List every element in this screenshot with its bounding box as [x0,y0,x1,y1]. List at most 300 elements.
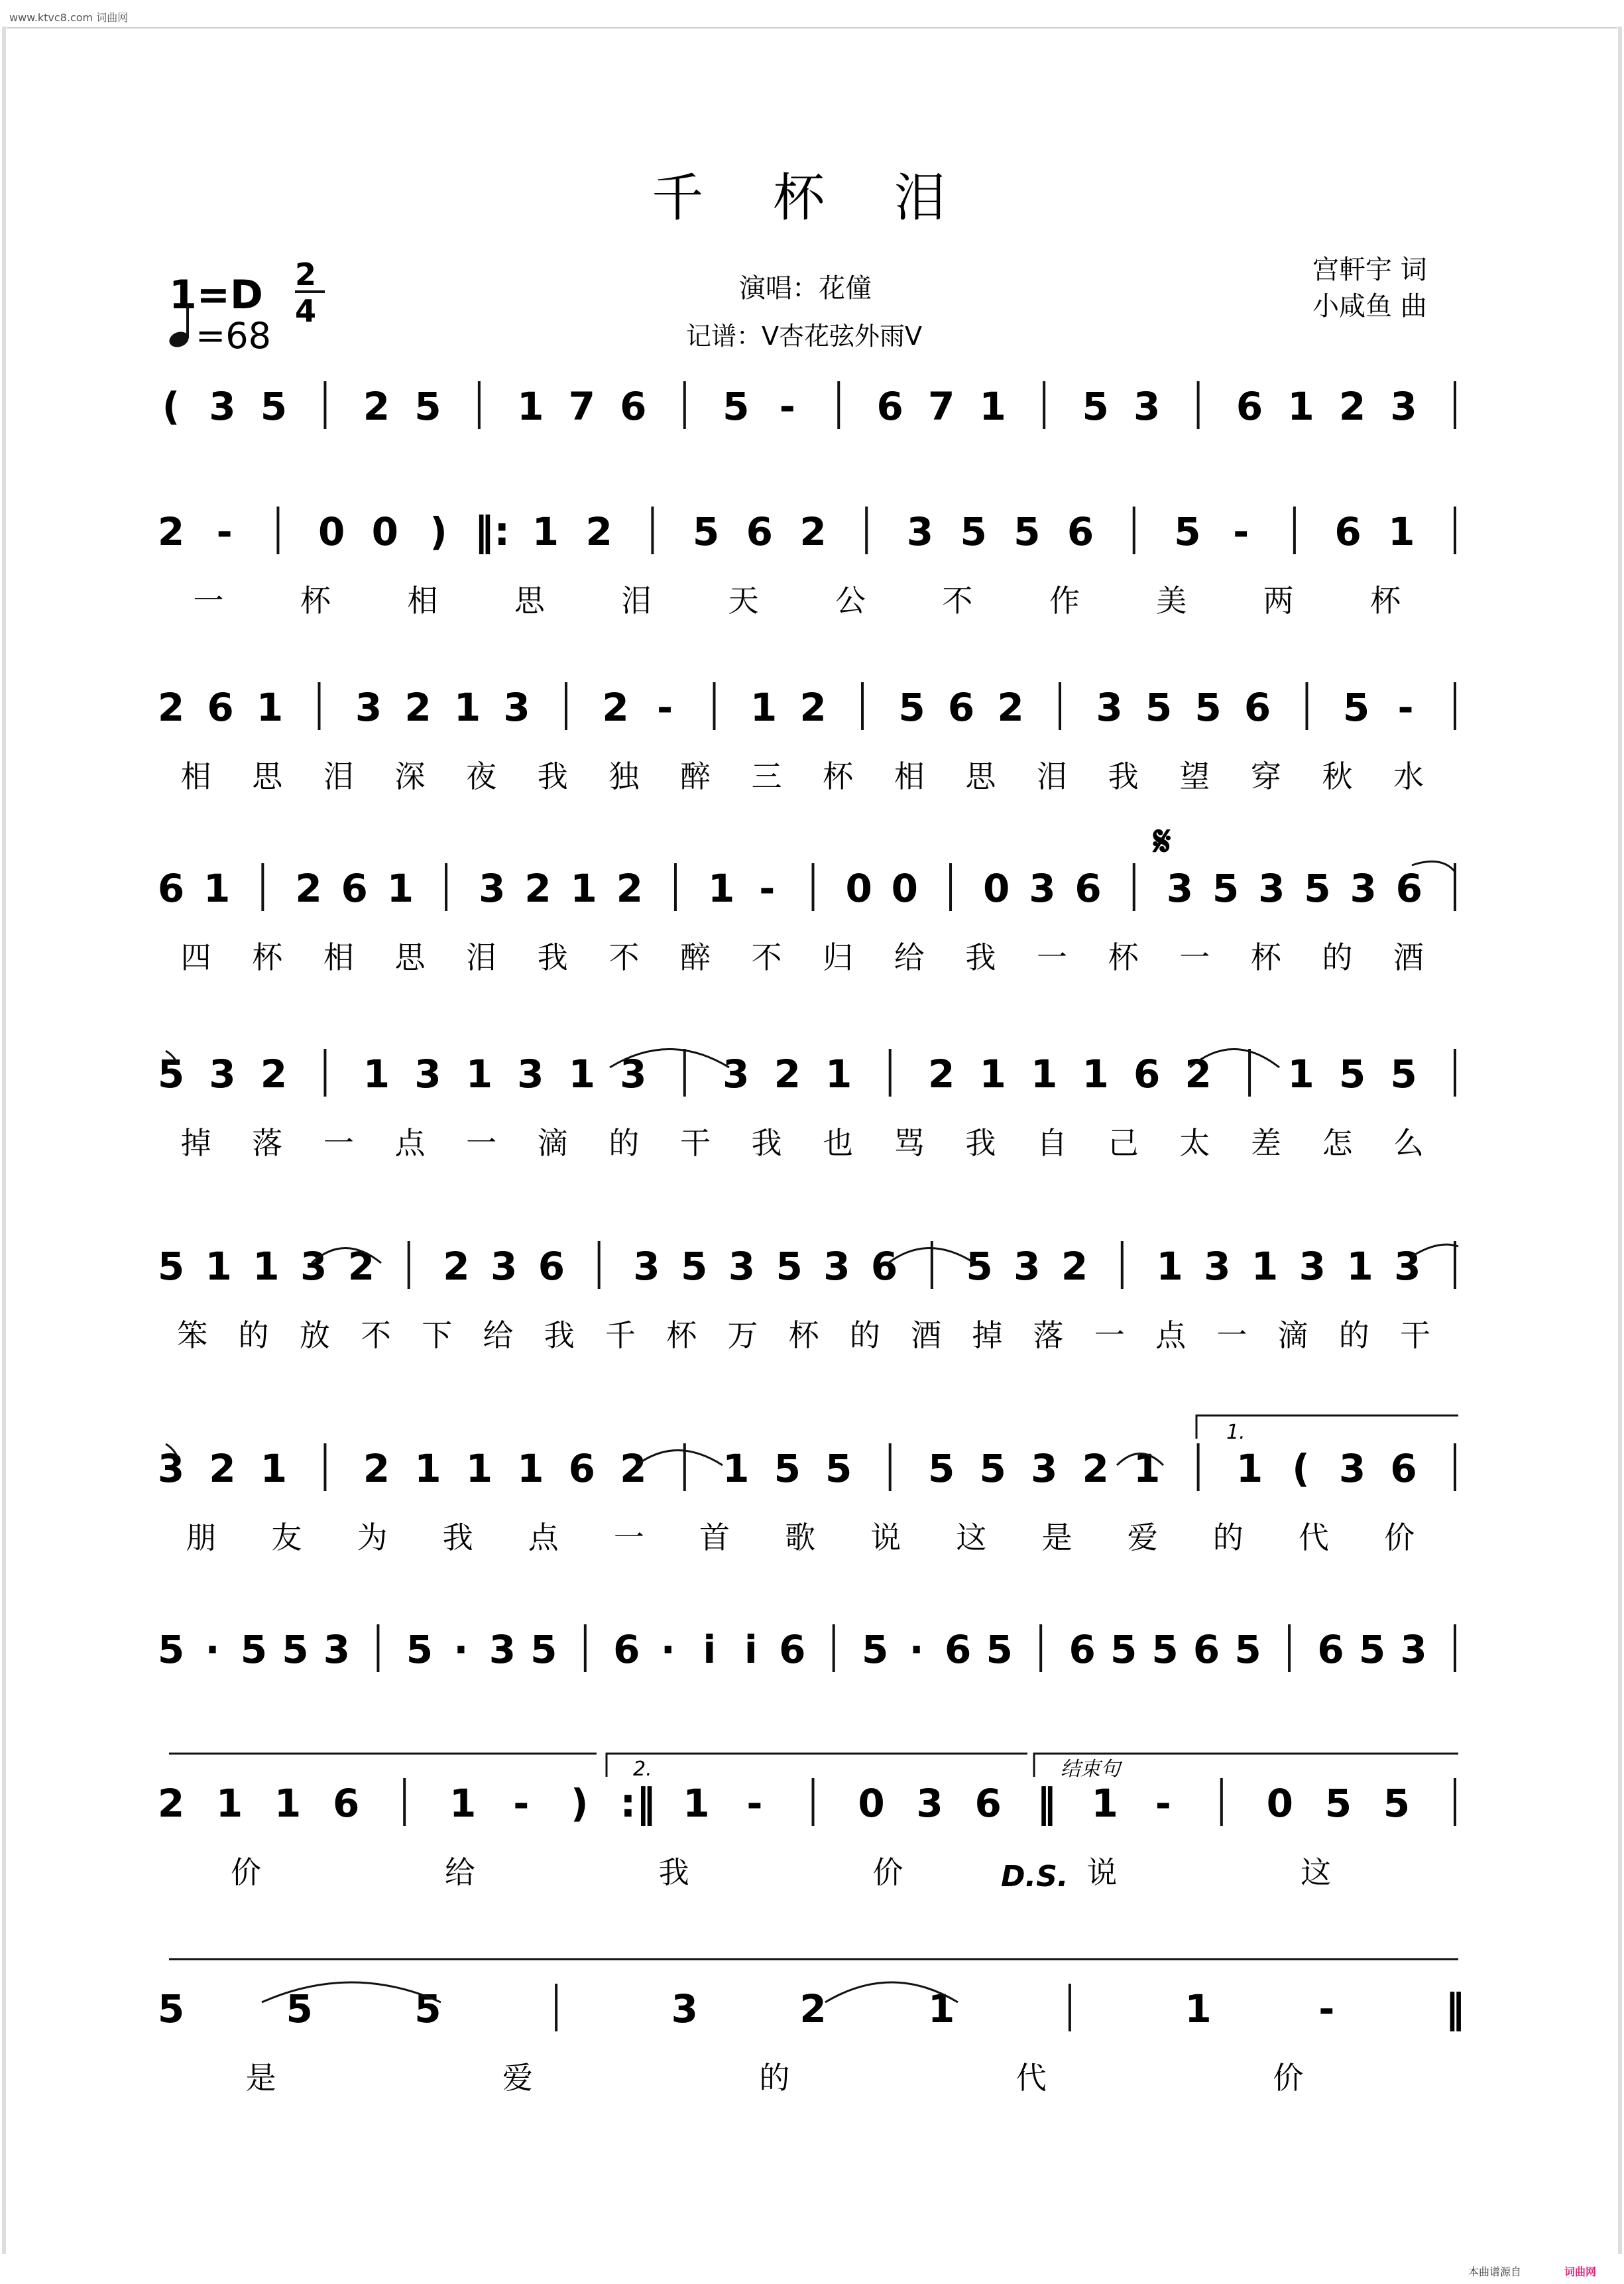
note: 3 [1166,866,1194,911]
note: 3 [728,1244,756,1289]
slur [636,1451,723,1466]
lyric-char: 放 [299,1317,330,1353]
lyric-char: 泪 [466,939,497,975]
note: 6 [945,1627,972,1672]
note: 5 [1342,685,1370,730]
volta-1-label: 1. [1226,1421,1246,1444]
lyric-char: 杯 [300,583,331,619]
lyric-char: 醉 [679,939,711,975]
lyric-char: 一 [193,583,224,619]
note: - [1397,685,1414,730]
note: 5 [260,384,288,429]
lyric-char: 首 [699,1520,730,1555]
note: 5 [1358,1627,1386,1672]
note: 2 [774,1052,801,1097]
note: 1 [386,866,414,911]
note: 6 [947,685,975,730]
lyric-char: 秋 [1322,758,1353,794]
lyric-char: 相 [894,758,925,794]
note: 1 [453,685,481,730]
lyric-char: 酒 [1393,939,1424,975]
note: 3 [1029,866,1056,911]
lyric-char: 一 [323,1125,354,1161]
lyric-char: 穿 [1250,758,1281,794]
note: 5 [1151,1627,1179,1672]
note: 2 [524,866,551,911]
lyric-char: 这 [956,1520,987,1555]
note: 2 [157,1781,185,1826]
note: 5 [157,1986,185,2031]
lyric-char: 给 [483,1317,514,1353]
note: 7 [928,384,955,429]
lyricist: 宫軒宇 词 [1312,255,1427,285]
note: 6 [207,685,234,730]
note: 2 [363,384,390,429]
note: 5 [530,1627,557,1672]
note: 1 [1133,1446,1161,1491]
lyric-char: 也 [823,1125,854,1161]
note: 5 [723,384,750,429]
lyric-char: 说 [870,1520,901,1555]
lyric-char: 杯 [252,939,283,975]
lyric-char: 千 [605,1317,636,1353]
note: 5 [1110,1627,1137,1672]
lyric-char: 掉 [972,1317,1003,1353]
lyric-char: 杯 [666,1317,697,1353]
note: 6 [1069,1627,1096,1672]
note: 3 [1400,1627,1427,1672]
note: 1 [1346,1244,1373,1289]
note: 1 [568,1052,596,1097]
note: 2 [260,1052,288,1097]
lyric-char: 我 [442,1520,473,1555]
note: 5 [414,384,441,429]
score-body [158,381,1465,2096]
lyric-char: 代 [1298,1520,1329,1555]
note: · [205,1627,220,1672]
note: i [703,1627,717,1672]
note: 3 [671,1986,698,2031]
note: 5 [898,685,925,730]
lyric-char: 的 [849,1317,880,1353]
lyric-char: 四 [180,939,211,975]
note: 5 [966,1244,993,1289]
note: 6 [332,1781,360,1826]
note: 2 [1061,1244,1088,1289]
note: 3 [916,1781,943,1826]
lyric-char: 的 [759,2060,790,2096]
note: - [1155,1781,1171,1826]
note: 3 [823,1244,850,1289]
lyric-char: 为 [357,1520,388,1555]
lyric-char: 价 [872,1854,903,1890]
lyric-char: 杯 [788,1317,819,1353]
lyric-char: 落 [252,1125,283,1161]
note: 3 [157,1446,185,1491]
note: 6 [1395,866,1423,911]
site-header: www.ktvc8.com 词曲网 [9,11,129,24]
note: 6 [538,1244,565,1289]
note: 6 [746,509,773,554]
note: 6 [620,384,647,429]
note: 6 [974,1781,1002,1826]
lyric-char: 给 [444,1854,475,1890]
lyric-char: 杯 [1370,583,1401,619]
note: 0 [845,866,872,911]
lyric-char: 的 [1212,1520,1244,1555]
lyric-char: 我 [537,939,568,975]
volta-2-bracket [607,1754,1027,1777]
lyric-char: 一 [1094,1317,1125,1353]
note: 5 [1338,1052,1366,1097]
lyric-char: 歌 [785,1520,816,1555]
lyric-char: 太 [1179,1125,1210,1161]
lyric-char: 骂 [894,1125,925,1161]
note: 5 [157,1244,185,1289]
lyric-char: 价 [1273,2060,1304,2096]
lyric-char: 怎 [1322,1125,1353,1161]
lyric-char: 醉 [679,758,711,794]
lyric-char: 我 [537,758,568,794]
lyric-char: 干 [679,1125,711,1161]
lyric-char: 思 [514,583,545,619]
note: 3 [1204,1244,1231,1289]
note: 5 [680,1244,708,1289]
note: i [744,1627,758,1672]
lyric-char: 望 [1179,758,1210,794]
note: 5 [1304,866,1331,911]
note: 5 [406,1627,434,1672]
note: 1 [253,1244,280,1289]
lyric-char: 一 [613,1520,644,1555]
lyric-char: 杯 [823,758,854,794]
lyric-char: 价 [1384,1520,1415,1555]
note: 5 [1145,685,1173,730]
note: 3 [414,1052,441,1097]
lyric-char: 万 [727,1317,758,1353]
note: 1 [750,685,778,730]
lyric-char: 一 [1179,939,1210,975]
lyric-char: 自 [1036,1125,1067,1161]
lyric-char: 的 [609,1125,640,1161]
note: 1 [532,509,559,554]
note: 3 [906,509,934,554]
lyric-char: 价 [230,1854,261,1890]
lyric-char: 我 [965,939,996,975]
note: 5 [286,1986,313,2031]
note: 1 [1030,1052,1058,1097]
note: ) [571,1781,589,1826]
note: 2 [602,685,629,730]
note: 3 [300,1244,327,1289]
lyric-char: 落 [1033,1317,1064,1353]
ending-label: 结束句 [1061,1758,1120,1781]
note: 2 [585,509,612,554]
note: 1 [260,1446,288,1491]
note: 1 [215,1781,243,1826]
note: 1 [517,1446,544,1491]
composer: 小咸鱼 曲 [1312,291,1427,322]
lyric-char: 思 [394,939,426,975]
note: 1 [1287,384,1314,429]
note: 2 [157,685,185,730]
note: 0 [858,1781,885,1826]
lyric-char: 一 [466,1125,497,1161]
note: 0 [1266,1781,1294,1826]
lyric-char: 深 [394,758,426,794]
lyric-char: 爱 [1127,1520,1158,1555]
lyric-char: 水 [1393,758,1424,794]
lyric-char: 的 [1322,939,1353,975]
note: 0 [371,509,399,554]
lyric-char: 不 [751,939,782,975]
note: 5 [1212,866,1240,911]
note: 3 [1390,384,1417,429]
repeat-barline: ‖ [1036,1780,1057,1827]
note: 3 [491,1244,518,1289]
note: 6 [1067,509,1094,554]
lyric-char: 我 [658,1854,689,1890]
footer-source: 本曲谱源自 [1468,2265,1522,2278]
note: 1 [256,685,284,730]
note: 6 [870,1244,898,1289]
note: 6 [876,384,903,429]
slurs [166,861,1458,2002]
lyric-char: 泪 [1036,758,1067,794]
lyric-char: 么 [1393,1125,1424,1161]
note: 5 [825,1446,852,1491]
note: ) [430,509,447,554]
note: 5 [1082,384,1109,429]
lyric-char: 天 [728,583,759,619]
note: 3 [1030,1446,1058,1491]
note: ( [162,384,180,429]
note: 5 [1014,509,1041,554]
lyric-char: 爱 [502,2060,533,2096]
lyric-char: 是 [1041,1520,1073,1555]
note: 3 [633,1244,660,1289]
lyric-char: 点 [528,1520,559,1555]
lyric-char: 这 [1301,1854,1332,1890]
time-signature-bottom: 4 [295,293,317,329]
note: - [656,685,673,730]
note: 5 [960,509,987,554]
note: 6 [779,1627,806,1672]
note: 1 [1287,1052,1314,1097]
lyric-char: 泪 [621,583,652,619]
note: 1 [465,1446,493,1491]
lyric-char: 两 [1263,583,1294,619]
lyric-char: 滴 [537,1125,568,1161]
footer-logo: 词曲网 [1564,2265,1597,2278]
note: 6 [1192,1627,1220,1672]
note: 1 [979,384,1006,429]
note: 2 [620,1446,647,1491]
note: 1 [723,1446,750,1491]
lyric-char: 杯 [1250,939,1281,975]
note: · [660,1627,675,1672]
note: 5 [774,1446,801,1491]
note: 1 [683,1781,710,1826]
lyric-char: 酒 [911,1317,942,1353]
lyric-char: 杯 [1108,939,1139,975]
note: 5 [986,1627,1013,1672]
note: 2 [363,1446,390,1491]
note: 3 [323,1627,351,1672]
repeat-barline: ‖: [474,509,510,555]
volta-2-label: 2. [633,1758,652,1781]
lyric-char: 我 [1108,758,1139,794]
note: 0 [318,509,345,554]
note: 3 [1299,1244,1326,1289]
lyric-char: 笨 [177,1317,208,1353]
note: 1 [517,384,544,429]
note: · [909,1627,924,1672]
note: 2 [1082,1446,1109,1491]
lyric-char: 滴 [1277,1317,1308,1353]
note: 5 [157,1052,185,1097]
segno-mark: 𝄋 [1153,817,1171,865]
lyric-char: 泪 [323,758,354,794]
lyric-char: 我 [965,1125,996,1161]
note: 3 [209,384,236,429]
note: 2 [347,1244,375,1289]
note: 1 [203,866,231,911]
note: 2 [443,1244,470,1289]
note: 1 [928,1986,955,2031]
note: 5 [1174,509,1201,554]
lyric-char: 掉 [180,1125,211,1161]
note: ( [1292,1446,1310,1491]
lyric-char: 相 [180,758,211,794]
note: 5 [1390,1052,1417,1097]
note: 1 [1091,1781,1118,1826]
note: - [759,866,776,911]
note: 5 [776,1244,803,1289]
note: 1 [979,1052,1006,1097]
note: 1 [1388,509,1415,554]
lyric-char: 三 [751,758,782,794]
note: 1 [1236,1446,1263,1491]
note: 2 [404,685,432,730]
lyric-char: 给 [894,939,925,975]
note: 3 [723,1052,750,1097]
lyric-char: 代 [1015,2060,1047,2096]
note: 3 [1394,1244,1421,1289]
note: 6 [1334,509,1362,554]
note: 6 [1236,384,1263,429]
repeat-barline: :‖ [620,1780,656,1827]
lyric-char: 我 [544,1317,575,1353]
repeat-barline: ‖ [1445,1986,1465,2032]
note: 6 [341,866,368,911]
lyric-char: 的 [1338,1317,1369,1353]
note: 3 [1133,384,1161,429]
note: 2 [997,685,1024,730]
lyric-char: 友 [271,1520,302,1555]
note: 2 [799,685,827,730]
note: 1 [707,866,735,911]
lyric-char: 差 [1250,1125,1281,1161]
note: 0 [891,866,919,911]
note: 2 [1338,384,1366,429]
note: 5 [1324,1781,1352,1826]
note: 2 [928,1052,955,1097]
note: - [779,384,795,429]
note: 2 [209,1446,236,1491]
note: 1 [570,866,597,911]
key-signature: 1=D [169,272,263,318]
note: 0 [983,866,1010,911]
note: - [1318,1986,1335,2031]
lyric-char: 己 [1108,1125,1139,1161]
lyric-char: 美 [1156,583,1187,619]
note: 6 [1317,1627,1344,1672]
note: 1 [363,1052,390,1097]
note: 1 [825,1052,852,1097]
note: · [453,1627,469,1672]
lyric-char: 我 [751,1125,782,1161]
note: 5 [157,1627,185,1672]
lyric-char: 相 [407,583,438,619]
note: 5 [692,509,720,554]
note: 1 [274,1781,302,1826]
lyric-char: 点 [394,1125,426,1161]
lyric-char: 说 [1086,1854,1118,1890]
transcriber: 记谱：V杏花弦外雨V [686,322,922,351]
time-signature-top: 2 [295,257,317,292]
note: 6 [157,866,185,911]
lyric-char: 公 [835,583,866,619]
lyric-char: 夜 [466,758,497,794]
note: 5 [862,1627,889,1672]
note: 5 [979,1446,1006,1491]
note: - [513,1781,530,1826]
note: 6 [613,1627,640,1672]
note: 5 [282,1627,309,1672]
lyric-char: 不 [609,939,640,975]
note: 3 [1014,1244,1041,1289]
lyric-char: 是 [245,2060,276,2096]
note: 3 [620,1052,647,1097]
note: 3 [1258,866,1285,911]
note: 5 [1383,1781,1411,1826]
note: 2 [1185,1052,1212,1097]
note: 1 [1156,1244,1183,1289]
lyric-char: 干 [1400,1317,1431,1353]
note: 3 [355,685,382,730]
note: 1 [414,1446,441,1491]
lyric-char: 一 [1036,939,1067,975]
lyric-char: 朋 [186,1520,217,1555]
note: 6 [1133,1052,1161,1097]
note: 1 [449,1781,477,1826]
note: - [746,1781,763,1826]
note: - [216,509,233,554]
note: 5 [1234,1627,1261,1672]
singer: 演唱：花僮 [739,273,872,304]
note: 3 [489,1627,516,1672]
lyric-char: 独 [609,758,640,794]
lyric-char: 不 [360,1317,391,1353]
note: 2 [157,509,185,554]
note: 5 [414,1986,441,2031]
note: 3 [209,1052,236,1097]
note: 3 [1350,866,1377,911]
note: 3 [1338,1446,1366,1491]
lyric-char: 归 [823,939,854,975]
note: 2 [616,866,643,911]
